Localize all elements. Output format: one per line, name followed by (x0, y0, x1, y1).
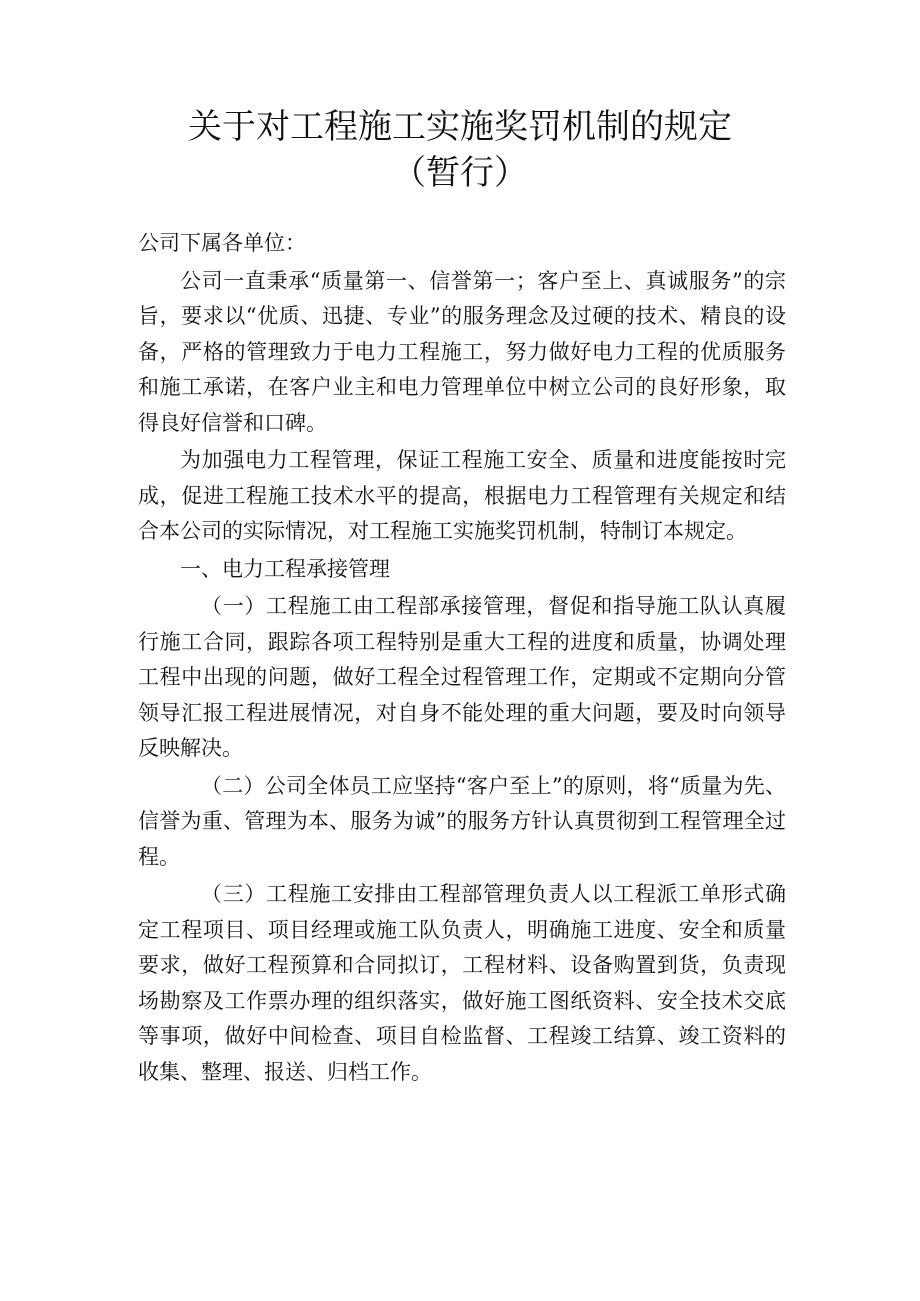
title-block (0, 104, 920, 196)
document-title: 关于对工程施工实施奖罚机制的规定 (188, 107, 732, 147)
document-body (138, 226, 786, 1092)
section-1-heading: 一、电力工程承接管理 (180, 556, 390, 581)
intro-paragraph-2: 为加强电力工程管理，保证工程施工安全、质量和进度能按时完成，促进工程施工技术水平的提高，根据电力工程管理有关规定和结合本公司的实际情况，对工程施工实施奖罚机制，特制订本规定。 (138, 448, 786, 543)
section-1-item-2: （二）公司全体员工应坚持“客户至上”的原则，将“质量为先、信誉为重、管理为本、服务为诚”的服务方针认真贯彻到工程管理全过程。 (138, 773, 786, 869)
salutation: 公司下属各单位： (138, 231, 306, 255)
document-subtitle: （暂行） (392, 153, 528, 193)
section-1-item-3: （三）工程施工安排由工程部管理负责人以工程派工单形式确定工程项目、项目经理或施工队负责人，明确施工进度、安全和质量要求，做好工程预算和合同拟订，工程材料、设备购置到货，负责现场勘察及工作票办理的组织落实，做好施工图纸资料、安全技术交底等事项，做好中间检查、项目自检监督、工程竣工结算、竣工资料的收集、整理、报送、归档工作。 (138, 882, 786, 1084)
section-1-item-1: （一）工程施工由工程部承接管理，督促和指导施工队认真履行施工合同，跟踪各项工程特别是重大工程的进度和质量，协调处理工程中出现的问题，做好工程全过程管理工作，定期或不定期向分管领导汇报工程进展情况，对自身不能处理的重大问题，要及时向领导反映解决。 (138, 594, 786, 760)
intro-paragraph-1: 公司一直秉承“质量第一、信誉第一；客户至上、真诚服务”的宗旨，要求以“优质、迅捷、专业”的服务理念及过硬的技术、精良的设备，严格的管理致力于电力工程施工，努力做好电力工程的优质服务和施工承诺，在客户业主和电力管理单位中树立公司的良好形象，取得良好信誉和口碑。 (138, 268, 786, 435)
